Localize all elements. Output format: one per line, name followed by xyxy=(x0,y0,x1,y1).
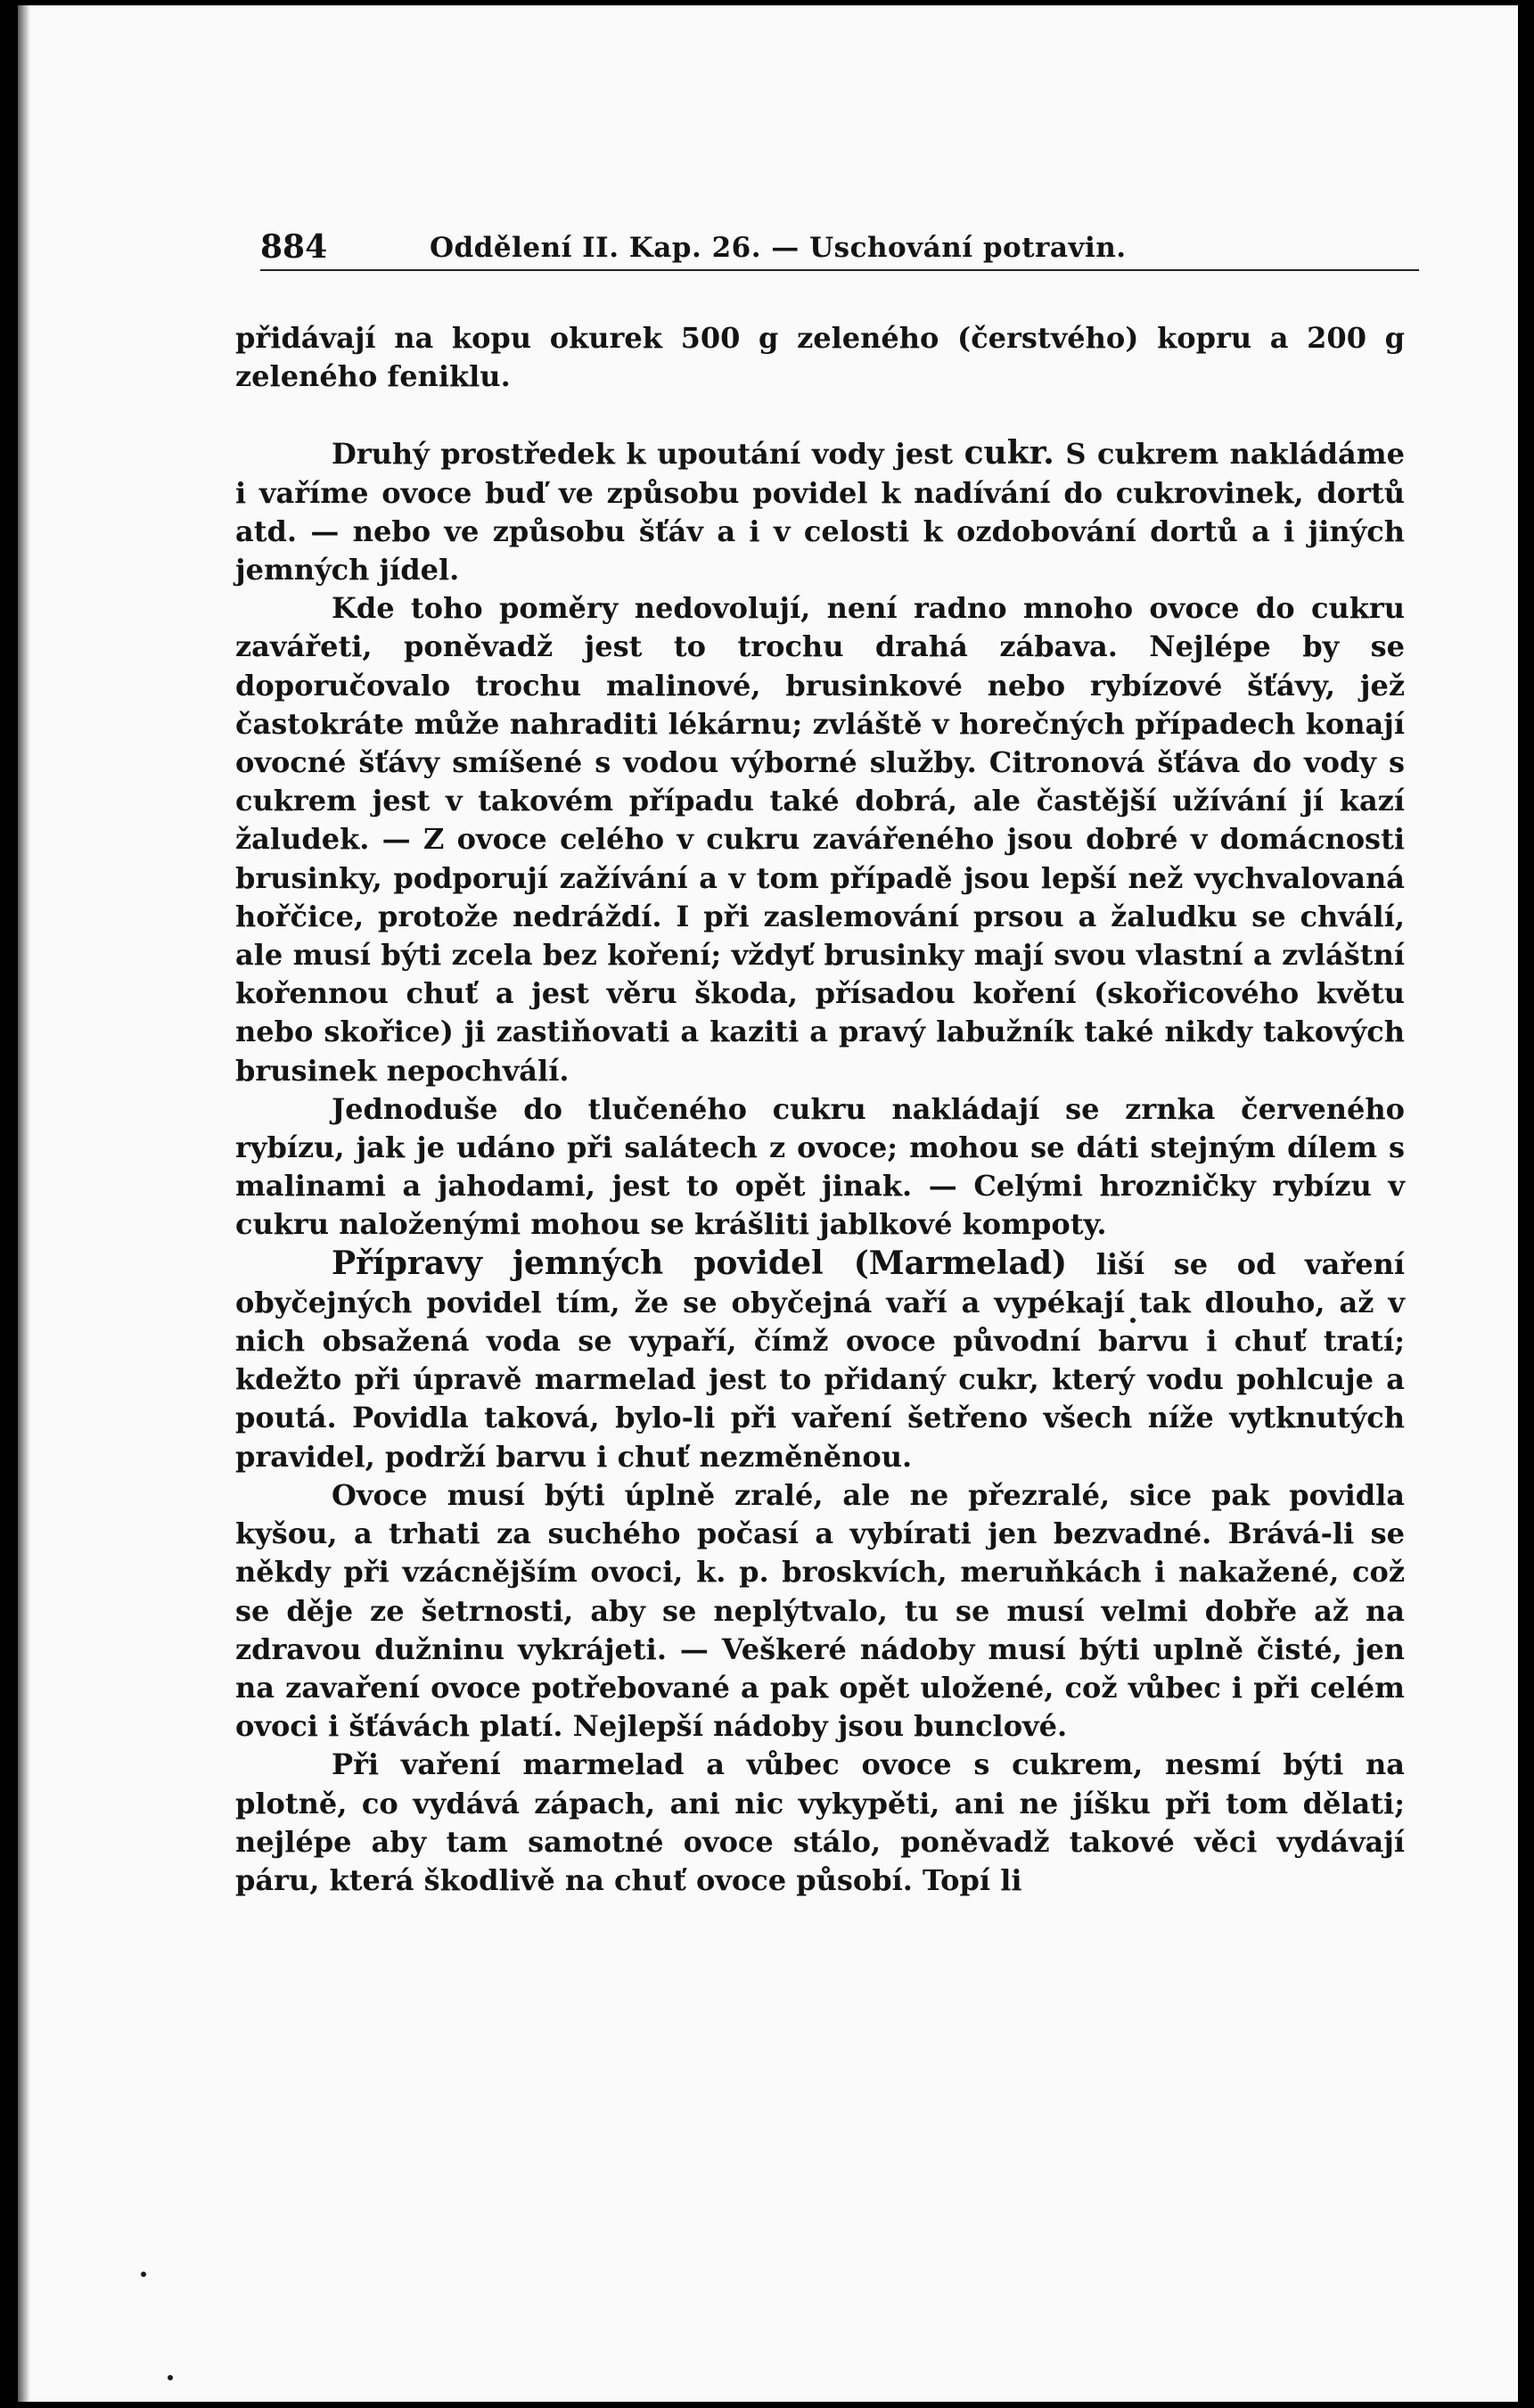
paragraph-7: Při vaření marmelad a vůbec ovoce s cukrem, nesmí býti na plotně, co vydává zápach, ani nic vykypěti, ani ne jíšku při tom dělati; nejlépe aby tam samotné ovoce stálo, poněvadž takové věci vydávají páru, která škodlivě na chuť ovoce působí. Topí li xyxy=(235,1747,1405,1897)
paragraph-3: Kde toho poměry nedovolují, není radno mnoho ovoce do cukru zavářeti, poněvadž jest to trochu drahá zábava. Nejlépe by se doporučovalo trochu malinové, brusinkové nebo rybízové šťávy, jež častokráte může nahraditi lékárnu; zvláště v horečných případech konají ovocné šťávy smíšené s vodou výborné služby. Citronová šťáva do vody s cukrem jest v takovém případu také dobrá, ale častější užívání jí kazí žaludek. — Z ovoce celého v cukru zavářeného jsou dobré v domácnosti brusinky, podporují zažívání a v tom případě jsou lepší než vychvalovaná hořčice, protože nedráždí. I při zaslemování prsou a žaludku se chválí, ale musí býti zcela bez koření; vždyť brusinky mají svou vlastní a zvláštní kořennou chuť a jest věru škoda, přísadou koření (skořicového květu nebo skořice) ji zastiňovati a kaziti a pravý labužník také nikdy takových brusinek nepochválí. xyxy=(235,591,1405,1088)
sugar-word: cukr. xyxy=(964,434,1054,473)
paragraph-6: Ovoce musí býti úplně zralé, ale ne přezralé, sice pak povidla kyšou, a trhati za suchého počasí a vybírati jen bezvadné. Brává-li se někdy při vzácnějším ovoci, k. p. broskvích, meruňkách i nakažené, což se děje ze šetrnosti, aby se neplýtvalo, tu se musí velmi dobře až na zdravou dužninu vykrájeti. — Veškeré nádoby musí býti uplně čisté, jen na zavaření ovoce potřebované a pak opět uložené, což vůbec i při celém ovoci i šťávách platí. Nejlepší nádoby jsou bunclové. xyxy=(235,1477,1405,1744)
print-speck xyxy=(141,2272,146,2277)
paragraph-2-rest: S cukrem nakládáme i vaříme ovoce buď ve způsobu povidel k nadívání do cukrovinek, dortů atd. — nebo ve způsobu šťáv a i v celosti k ozdobování dortů a i jiných jemných jídel. xyxy=(235,437,1406,588)
paragraph-2-lead: Druhý prostředek k upoutání vody jest xyxy=(332,437,964,472)
chapter-title: Oddělení II. Kap. 26. — Uschování potravin. xyxy=(430,232,1127,264)
page-shadow xyxy=(18,5,30,2402)
print-speck xyxy=(168,2375,173,2380)
paragraph-4: Jednoduše do tlučeného cukru nakládají se zrnka červeného rybízu, jak je udáno při salátech z ovoce; mohou se dáti stejným dílem s malinami a jahodami, jest to opět jinak. — Celými hrozničky rybízu v cukru naloženými mohou se krášliti jablkové kompoty. xyxy=(235,1091,1405,1242)
paragraph-5-rest: liší se od vaření obyčejných povidel tím, že se obyčejná vaří a vypékají tak dlouho, až v nich obsažená voda se vypaří, čímž ovoce původní barvu i chuť tratí; kdežto při úpravě marmelad jest to přidaný cukr, který vodu pohlcuje a poutá. Povidla taková, bylo-li při vaření šetřeno všech níže vytknutých pravidel, podrží barvu i chuť nezměněnou. xyxy=(235,1246,1406,1474)
paragraph-5 xyxy=(235,1245,1405,1476)
page-number: 884 xyxy=(260,228,328,266)
running-head xyxy=(260,226,1419,271)
paragraph-1: přidávají na kopu okurek 500 g zeleného (čerstvého) kopru a 200 g zeleného feniklu. xyxy=(235,321,1405,394)
heading-phrase: Přípravy jemných povidel (Marmelad) xyxy=(332,1244,1068,1282)
body-text xyxy=(235,319,1405,1900)
paragraph-2 xyxy=(235,434,1405,589)
